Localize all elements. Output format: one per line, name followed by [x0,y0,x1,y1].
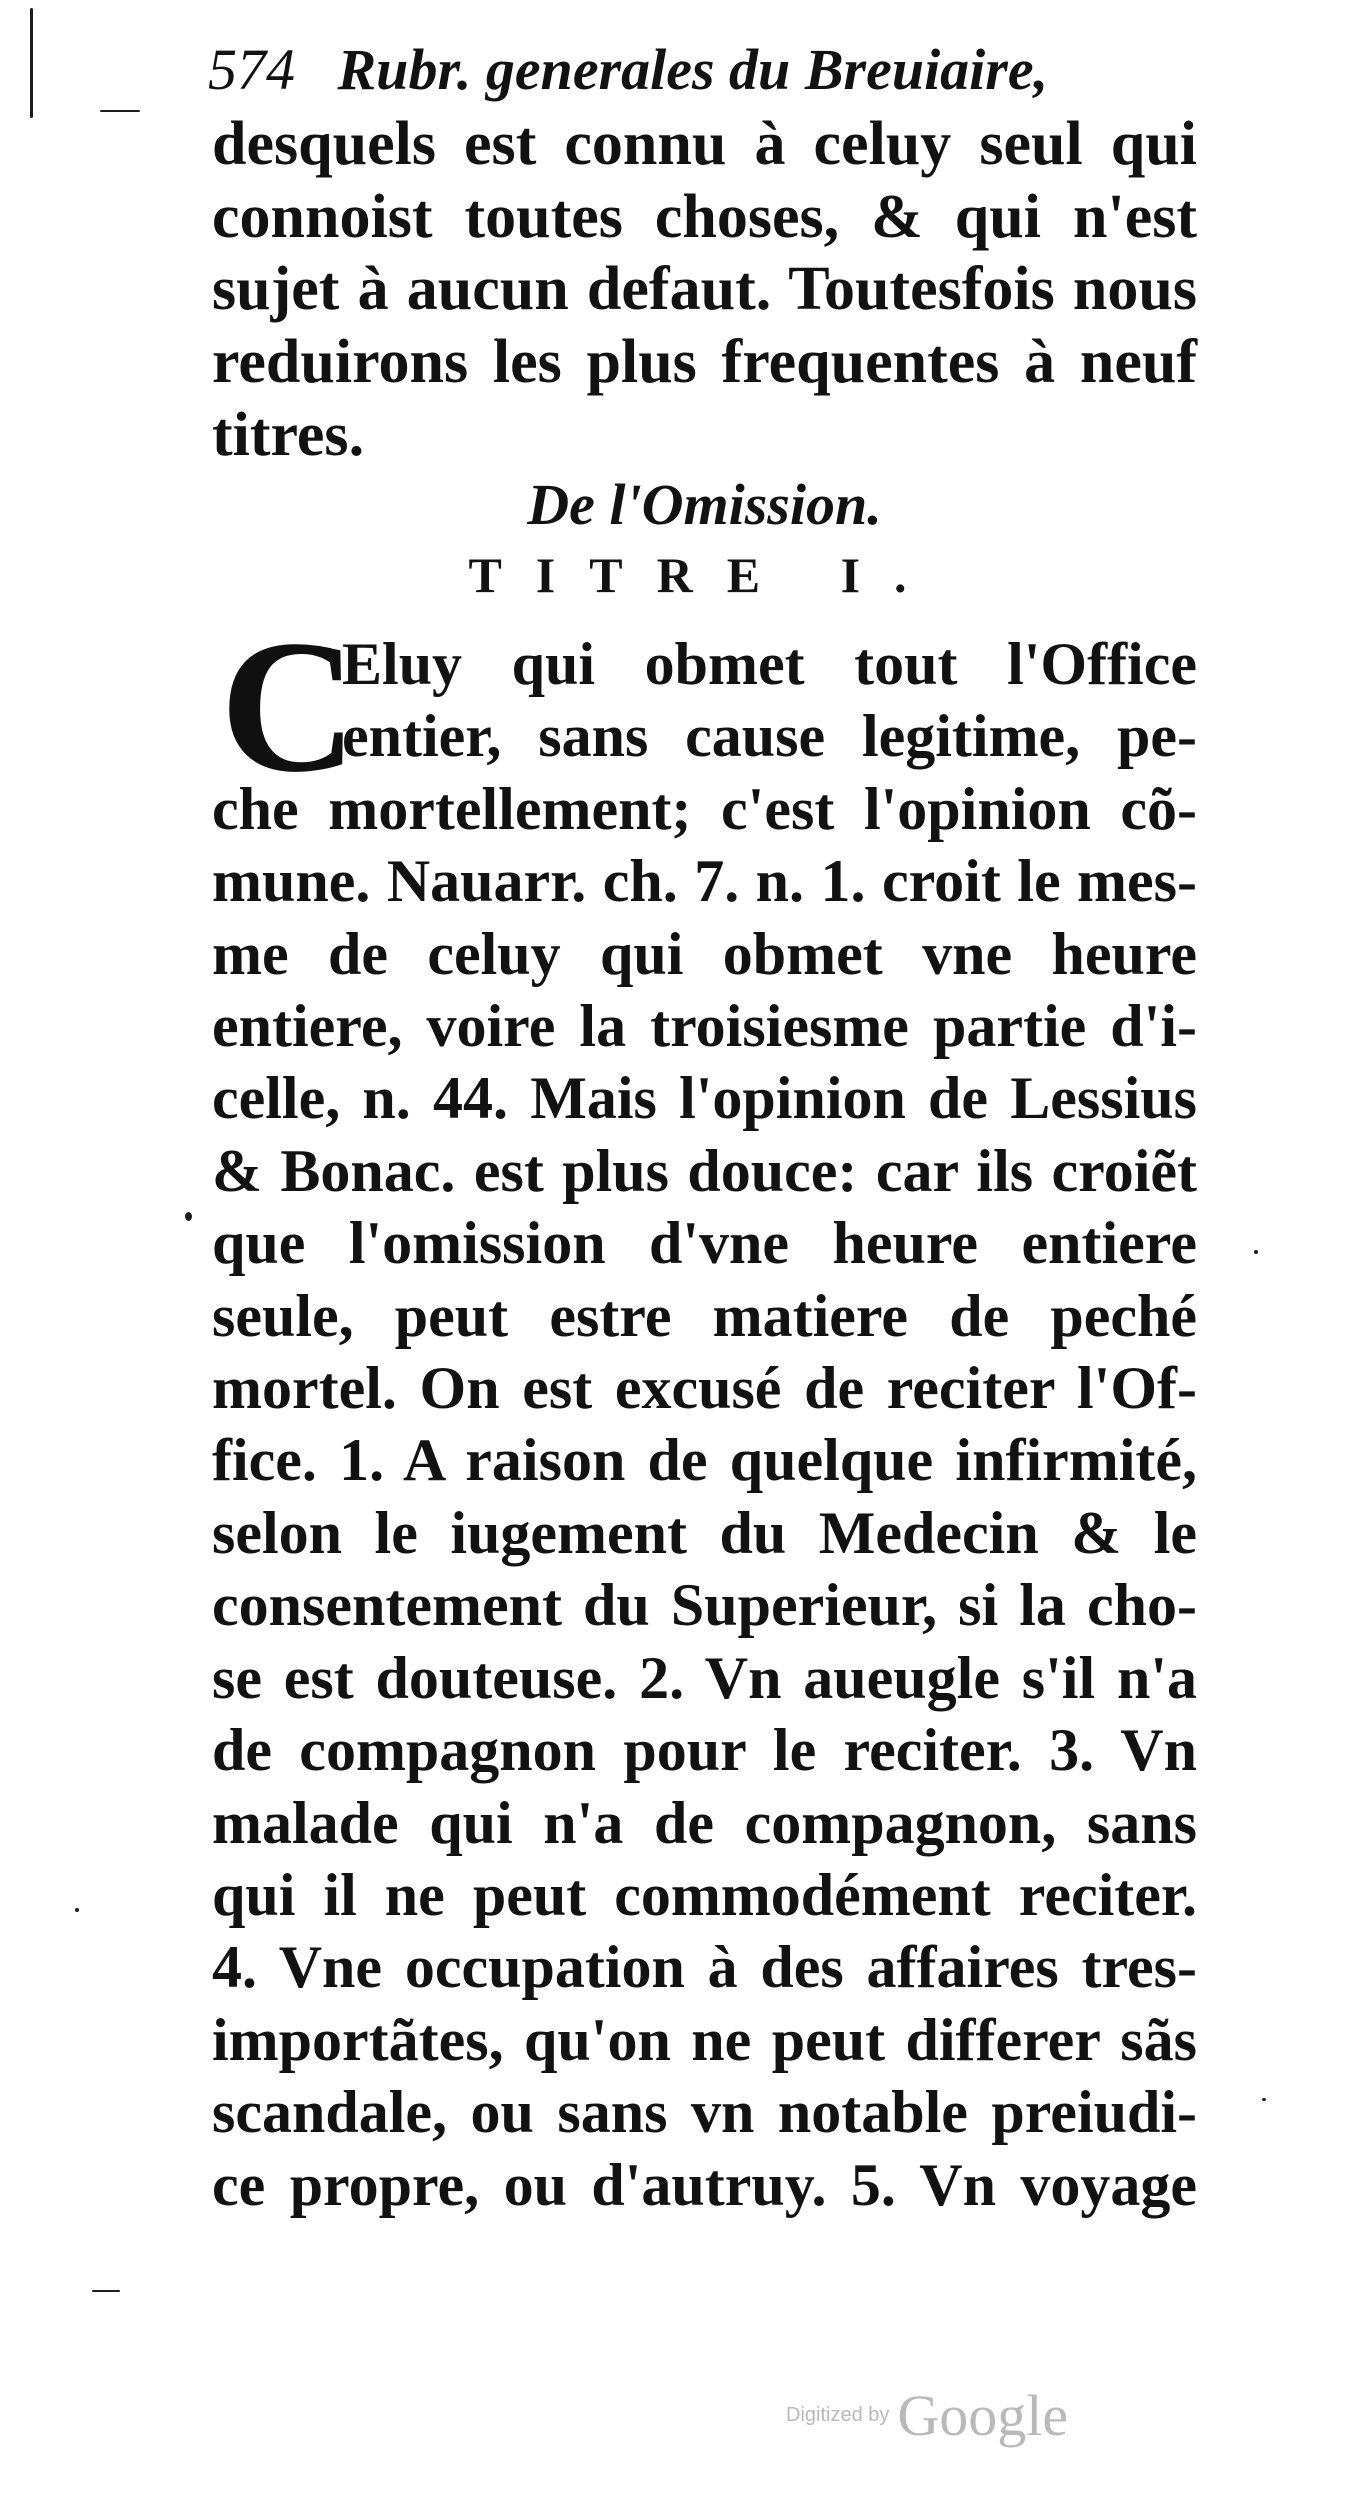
text-line: importãtes, qu'on ne peut differer sãs [212,2006,1197,2073]
text-line: mune. Nauarr. ch. 7. n. 1. croit le mes- [212,848,1197,915]
text-line: che mortellement; c'est l'opinion cõ- [212,775,1197,842]
text-line: se est douteuse. 2. Vn aueugle s'il n'a [212,1644,1197,1711]
ink-speck [185,1212,192,1221]
ink-speck [1254,1250,1258,1254]
text-line: desquels est connu à celuy seul qui [212,110,1197,178]
body-paragraph [212,628,1197,2221]
text-line: de compagnon pour le reciter. 3. Vn [212,1717,1197,1784]
text-line: Eluy qui obmet tout l'Office [342,631,1197,697]
margin-binding-line [30,8,33,118]
page-header [208,35,1208,105]
text-line: qui il ne peut commodément reciter. [212,1861,1197,1928]
text-line: titres. [212,400,365,469]
text-line: entier, sans cause legitime, pe- [342,703,1197,770]
text-line: reduirons les plus frequentes à neuf [212,328,1197,397]
text-line: connoist toutes choses, & qui n'est [212,182,1197,251]
drop-cap: C [220,602,358,812]
ink-speck [100,110,140,112]
text-line: celle, n. 44. Mais l'opinion de Lessius [212,1065,1197,1132]
text-line: ce propre, ou d'autruy. 5. Vn voyage [212,2151,1197,2218]
ink-speck [75,1908,79,1912]
ink-speck [1262,2098,1266,2101]
text-line: mortel. On est excusé de reciter l'Of- [212,1355,1197,1422]
text-line: consentement du Superieur, si la cho- [212,1572,1197,1639]
text-line: me de celuy qui obmet vne heure [212,920,1197,987]
text-line: selon le iugement du Medecin & le [212,1499,1197,1566]
text-line: fice. 1. A raison de quelque infirmité, [212,1427,1197,1494]
intro-paragraph [212,108,1197,472]
page-number: 574 [208,37,295,102]
digitization-watermark [786,2382,1068,2449]
text-line: entiere, voire la troisiesme partie d'i- [212,993,1197,1060]
text-line: & Bonac. est plus douce: car ils croiẽt [212,1137,1197,1204]
text-line: seule, peut estre matiere de peché [212,1282,1197,1349]
text-line: 4. Vne occupation à des affaires tres- [212,1934,1197,2001]
text-line: que l'omission d'vne heure entiere [212,1210,1197,1277]
title-label: TITRE I. [468,547,941,603]
text-line: malade qui n'a de compagnon, sans [212,1789,1197,1856]
running-title: Rubr. generales du Breuiaire, [337,37,1049,102]
watermark-prefix: Digitized by [786,2404,890,2426]
text-line: scandale, ou sans vn notable preiudi- [212,2079,1197,2146]
ink-speck [92,2290,120,2292]
section-heading: De l'Omission. [527,472,882,537]
watermark-brand: Google [897,2383,1069,2448]
text-line: sujet à aucun defaut. Toutesfois nous [212,255,1197,324]
